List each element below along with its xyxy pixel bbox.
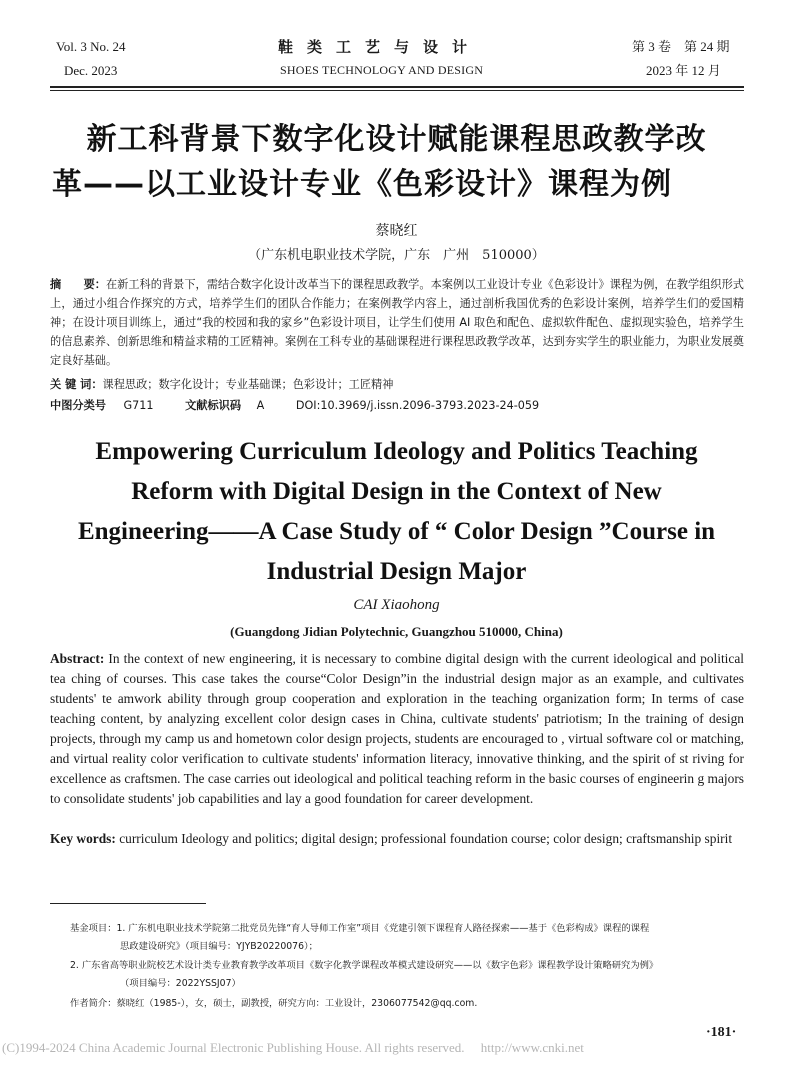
fund-2-line-b: （项目编号：2022YSSJ07） [120,978,241,989]
cn-abstract [50,275,744,370]
en-affiliation: (Guangdong Jidian Polytechnic, Guangzhou 510000, China) [230,624,563,639]
journal-title-cn: 鞋类工艺与设计 [278,38,482,56]
en-title-line-2: Reform with Digital Design in the Context of New [131,478,662,505]
fund-1-line-b: 思政建设研究》（项目编号：YJYB20220076）； [120,941,318,952]
en-author: CAI Xiaohong [353,597,440,613]
doi: DOI:10.3969/j.issn.2096-3793.2023-24-059 [295,399,540,412]
header-rule-thin [50,90,744,91]
cn-abstract-text: 在新工科的背景下，需结合数字化设计改革当下的课程思政教学。本案例以工业设计专业《色彩设计》课程为例，在教学组织形式上，通过小组合作探究的方式，培养学生们的团队合作能力；在案例教学内容上，通过剖析我国优秀的色彩设计案例，培养学生们的爱国精神；在设计项目训练上，通过“我的校园和我的家乡”色彩设计项目，让学生们使用 AI 取色和配色、虚拟软件配色、虚拟现实验色，培养学生的信息素养、创新思维和精益求精的工匠精神。案例在工科专业的基础课程进行课程思政教学改革，达到夯实学生的职业能力，为职业发展奠定良好基础。 [50,278,744,367]
date-cn-label: 2023 年 12 月 [646,63,721,78]
cn-classification [50,396,744,415]
copyright-notice: (C)1994-2024 China Academic Journal Electronic Publishing House. All rights reserved. http://www.cnki.net [2,1040,584,1055]
cn-affiliation: （广东机电职业技术学院，广东 广州 510000） [248,248,545,263]
cn-keywords [50,375,744,394]
volume-cn-label: 第 3 卷 第 24 期 [632,39,730,54]
date-en-label: Dec. 2023 [64,63,118,78]
en-keywords-label: Key words: [50,831,116,846]
header-rule-thick [50,86,744,88]
en-title-line-4: Industrial Design Major [266,558,527,585]
en-abstract [50,649,744,809]
en-keywords-text: curriculum Ideology and politics; digital design; professional foundation course; color design; craftsmanship spirit [119,831,733,846]
cn-keywords-text: 课程思政；数字化设计；专业基础课；色彩设计；工匠精神 [102,378,394,391]
en-abstract-text: In the context of new engineering, it is necessary to combine digital design with the current ideological and political tea ching of courses. This case takes the course“Color Design”in the industrial design major as an example, and cultivates students' te amwork ability through group cooperation and exploration in the teaching organization form; In terms of case teaching content, by analyzing excellent color design cases in China, cultivate students' patriotism; In the training of design projects, through my camp us and hometown color design projects, students are encouraged to , virtual software col or matching, and virtual reality color verification to cultivate students' information literacy, innovative thinking, and the spirit of st riving for excellence as craftsmen. The case carries out ideological and political teaching reform in the basic courses of engineerin g majors to consolidate students' job capabilities and lay a good foundation for career development. [50,651,745,806]
footnote-rule [50,903,206,904]
clc-label: 中图分类号 [50,399,106,412]
en-abstract-label: Abstract: [50,651,105,666]
doc-code-value: A [256,399,265,412]
cn-title-line-2: 革——以工业设计专业《色彩设计》课程为例 [52,167,672,202]
fund-2-line-a: 2. 广东省高等职业院校艺术设计类专业教育教学改革项目《数字化教学课程改革模式建设研究——以《数字色彩》课程教学设计策略研究为例》 [70,960,659,971]
clc-value: G711 [123,399,154,412]
journal-title-en: SHOES TECHNOLOGY AND DESIGN [280,63,484,77]
author-bio: 作者简介：蔡晓红（1985-），女，硕士，副教授，研究方向：工业设计，2306077542@qq.com. [70,998,478,1009]
fund-1-line-a: 基金项目：1. 广东机电职业技术学院第二批党员先锋“育人导师工作室”项目《党建引领下课程育人路径探索——基于《色彩构成》课程的课程 [70,923,650,934]
cn-keywords-label: 关 键 词： [50,378,103,391]
volume-label: Vol. 3 No. 24 [56,39,126,54]
en-title-line-3: Engineering——A Case Study of “ Color Design ”Course in [77,518,716,545]
en-keywords [50,829,744,849]
page-number: ·181· [706,1025,737,1040]
doc-code-label: 文献标识码 [185,399,242,412]
en-title-line-1: Empowering Curriculum Ideology and Politics Teaching [95,438,698,465]
cn-author: 蔡晓红 [375,223,418,239]
cn-abstract-label: 摘 要： [50,278,106,291]
cn-title-line-1: 新工科背景下数字化设计赋能课程思政教学改 [86,122,707,157]
